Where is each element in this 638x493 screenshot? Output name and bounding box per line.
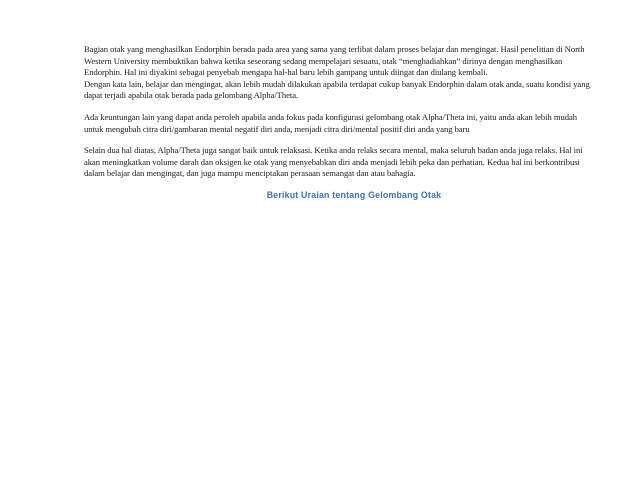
paragraph-endorphin: Bagian otak yang menghasilkan Endorphin berada pada area yang sama yang terlibat dalam proses belajar dan mengingat. Hasil penelitian di North Western University membuktikan bahwa ketika seseorang sedang mempelajari sesuatu, otak “menghadiahkan” dirinya dengan menghasilkan Endorphin. Hal ini diyakini sebagai penyebab mengapa hal-hal baru lebih gampang untuk diingat dan diulang kembali. [84,44,585,78]
document-body [84,44,594,202]
paragraph-relaxation: Selain dua hal diatas, Alpha/Theta juga sangat baik untuk relaksasi. Ketika anda relaks secara mental, maka seluruh badan anda juga relaks. Hal ini akan meningkatkan volume darah dan oksigen ke otak yang menyebabkan diri anda menjadi lebih peka dan perhatian. Kedua hal ini berkontribusi dalam belajar dan mengingat, dan juga mampu menciptakan perasaan semangat dan atau bahagia. [84,145,583,179]
paragraph-benefit: Ada keuntungan lain yang dapat anda peroleh apabila anda fokus pada konfigurasi gelombang otak Alpha/Theta ini, yaitu anda akan lebih mudah untuk mengubah citra diri/gambaran mental negatif diri anda, menjadi citra diri/mental positif diri anda yang baru [84,111,577,134]
section-heading: Berikut Uraian tentang Gelombang Otak [266,189,442,200]
paragraph-learning: Dengan kata lain, belajar dan mengingat, akan lebih mudah dilakukan apabila terdapat cukup banyak Endorphin dalam otak anda, suatu kondisi yang dapat terjadi apabila otak berada pada gelombang Alpha/Theta. [84,78,590,101]
